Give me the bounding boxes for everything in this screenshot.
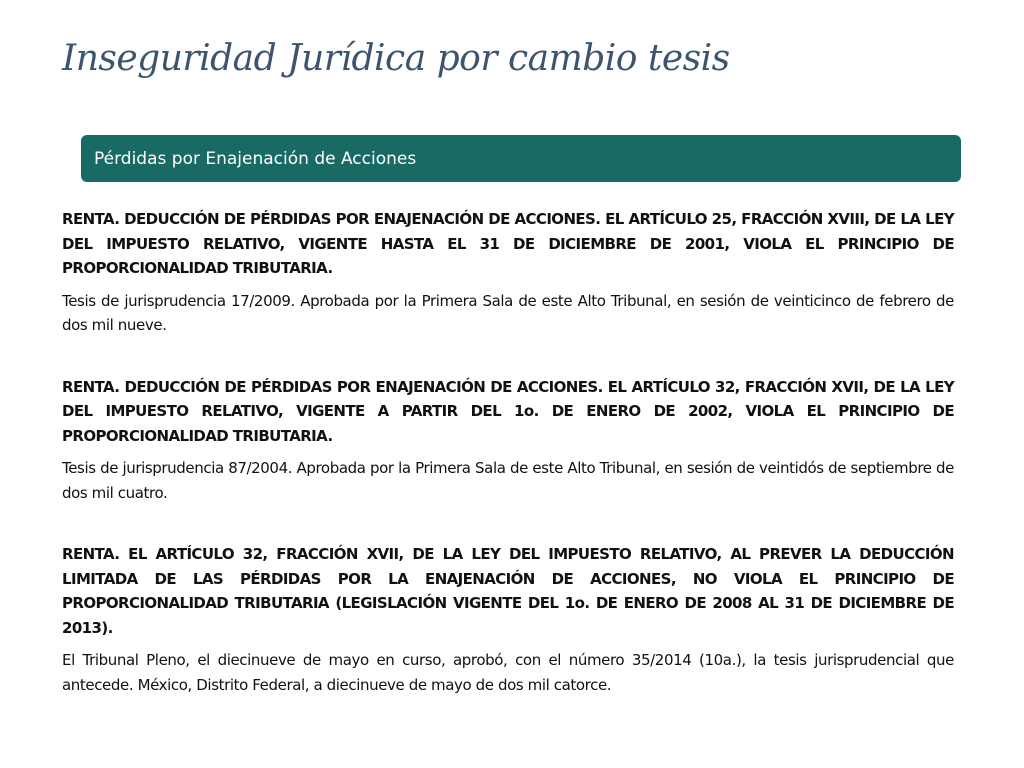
thesis-citation: Tesis de jurisprudencia 87/2004. Aprobada por la Primera Sala de este Alto Tribunal, en sesión de veintidós de septiembre de dos mil cuatro.: [62, 459, 954, 502]
slide-title: Inseguridad Jurídica por cambio tesis: [62, 38, 730, 79]
section-banner-label: Pérdidas por Enajenación de Acciones: [94, 148, 417, 169]
thesis-heading: RENTA. EL ARTÍCULO 32, FRACCIÓN XVII, DE LA LEY DEL IMPUESTO RELATIVO, AL PREVER LA DEDUCCIÓN LIMITADA DE LAS PÉRDIDAS POR LA ENAJENACIÓN DE ACCIONES, NO VIOLA EL PRINCIPIO DE PROPORCIONALIDAD TRIBUTARIA (LEGISLACIÓN VIGENTE DEL 1o. DE ENERO DE 2008 AL 31 DE DICIEMBRE DE 2013).: [62, 545, 954, 637]
thesis-entry: [62, 207, 954, 338]
thesis-entry: [62, 542, 954, 697]
thesis-entry: [62, 375, 954, 506]
section-banner: [81, 135, 961, 182]
thesis-citation: El Tribunal Pleno, el diecinueve de mayo en curso, aprobó, con el número 35/2014 (10a.), la tesis jurisprudencial que antecede. México, Distrito Federal, a diecinueve de mayo de dos mil catorce.: [62, 651, 954, 694]
thesis-list: [62, 207, 954, 697]
thesis-citation: Tesis de jurisprudencia 17/2009. Aprobada por la Primera Sala de este Alto Tribunal, en sesión de veinticinco de febrero de dos mil nueve.: [62, 291, 954, 334]
thesis-heading: RENTA. DEDUCCIÓN DE PÉRDIDAS POR ENAJENACIÓN DE ACCIONES. EL ARTÍCULO 32, FRACCIÓN XVII, DE LA LEY DEL IMPUESTO RELATIVO, VIGENTE A PARTIR DEL 1o. DE ENERO DE 2002, VIOLA EL PRINCIPIO DE PROPORCIONALIDAD TRIBUTARIA.: [62, 377, 954, 445]
thesis-heading: RENTA. DEDUCCIÓN DE PÉRDIDAS POR ENAJENACIÓN DE ACCIONES. EL ARTÍCULO 25, FRACCIÓN XVIII, DE LA LEY DEL IMPUESTO RELATIVO, VIGENTE HASTA EL 31 DE DICIEMBRE DE 2001, VIOLA EL PRINCIPIO DE PROPORCIONALIDAD TRIBUTARIA.: [62, 210, 954, 277]
